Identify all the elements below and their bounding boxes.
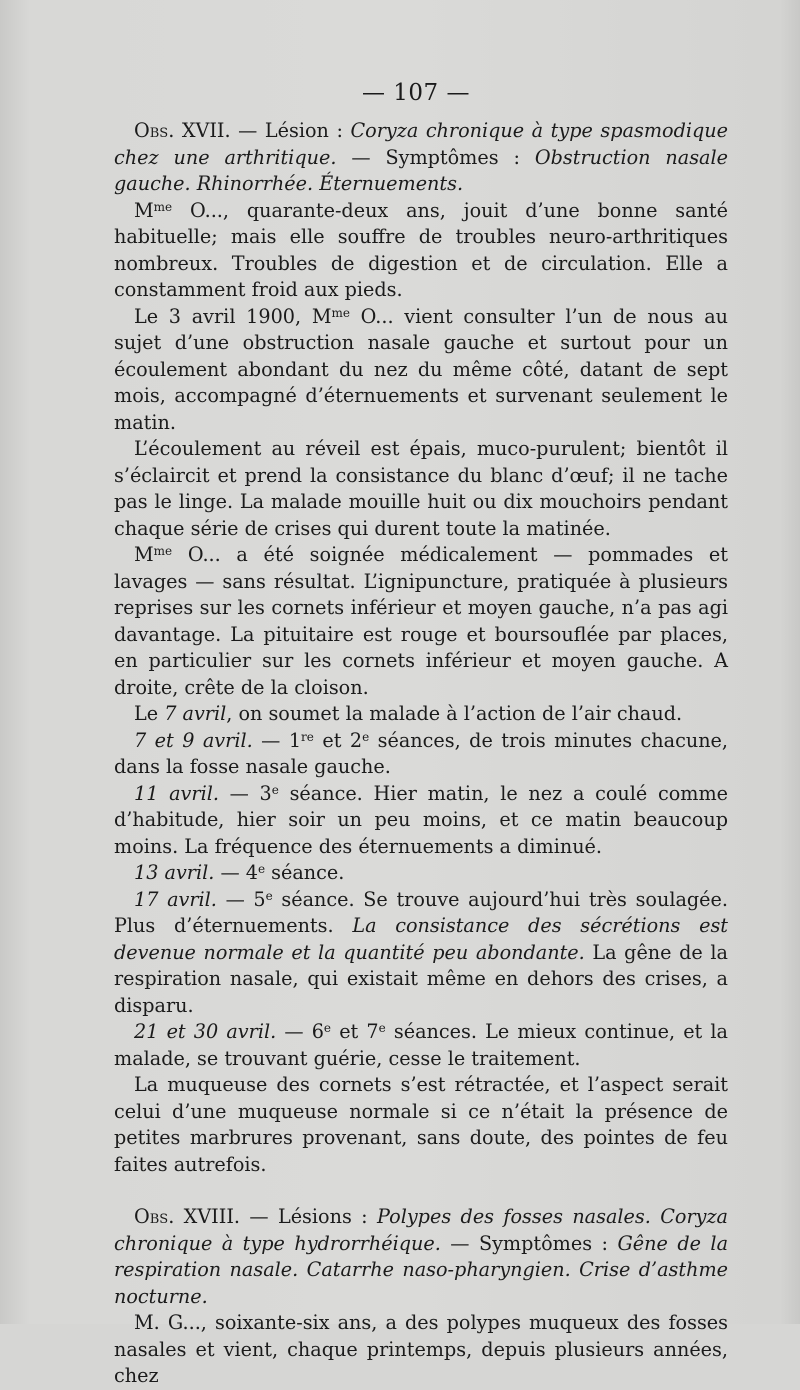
paragraph: Le 7 avril, on soumet la malade à l’action de l’air chaud. [134,702,683,725]
obs-18-label: Obs. XVIII. [134,1205,241,1228]
paragraph: 7 et 9 avril. — 1re et 2e séances, de trois minutes chacune, dans la fosse nasale gauche. [114,728,729,778]
body-text [114,118,728,1390]
paragraph: L’écoulement au réveil est épais, muco-purulent; bientôt il s’éclaircit et prend la consistance du blanc d’œuf; il ne tache pas le linge. La malade mouille huit ou dix mouchoirs pendant chaque série de crises qui durent toute la matinée. [114,437,728,540]
obs-18-lesion: Polypes des fosses nasales. Coryza chronique à type hydrorrhéique. [114,1205,729,1255]
paragraph: Le 3 avril 1900, $M^{me}$ O... vient consulter l’un de nous au sujet d’une obstruction nasale gauche et surtout pour un écoulement abondant du nez du même côté, datant de sept mois, accompagné d’éternuements et survenant seulement le matin. [114,304,728,434]
paragraph: $M^{me}$ O... a été soignée médicalement — pommades et lavages — sans résultat. L’ignipuncture, pratiquée à plusieurs reprises sur les cornets inférieur et moyen gauche, n’a pas agi davantage. La pituitaire est rouge et boursouflée par places, en particulier sur les cornets inférieur et moyen gauche. A droite, crête de la cloison. [114,543,728,699]
paragraph: La muqueuse des cornets s’est rétractée, et l’aspect serait celui d’une muqueuse normale si ce n’était la présence de petites marbrures provenant, sans doute, des pointes de feu faites autrefois. [114,1073,728,1176]
page-number: — 107 — [361,80,471,106]
paragraph: M. G..., soixante-six ans, a des polypes muqueux des fosses nasales et vient, chaque printemps, depuis plusieurs années, chez [114,1311,728,1387]
paragraph: 17 avril. — 5e séance. Se trouve aujourd’hui très soulagée. Plus d’éternuements. La consistance des sécrétions est devenue normale et la quantité peu abondante. La gêne de la respiration nasale, qui existait même en dehors des crises, a disparu. [114,887,728,1017]
paragraph: 13 avril. — 4e séance. [134,861,345,884]
obs-18-heading: Obs. XVIII. — Lésions : Polypes des fosses nasales. Coryza chronique à type hydrorrhéique. — Symptômes : Gêne de la respiration nasale. Catarrhe naso-pharyngien. Crise d’asthme nocturne. [114,1205,729,1308]
paragraph: 11 avril. — 3e séance. Hier matin, le nez a coulé comme d’habitude, hier soir un peu moins, et ce matin beaucoup moins. La fréquence des éternuements a diminué. [114,781,728,858]
obs-17-lesion: Coryza chronique à type spasmodique chez une arthritique. [114,119,728,169]
paragraph: 21 et 30 avril. — 6e et 7e séances. Le mieux continue, et la malade, se trouvant guérie, cesse le traitement. [114,1020,728,1070]
obs-18-symptoms: Gêne de la respiration nasale. Catarrhe naso-pharyngien. Crise d’asthme nocturne. [114,1231,729,1308]
obs-17-heading: Obs. XVII. — Lésion : Coryza chronique à type spasmodique chez une arthritique. — Symptômes : Obstruction nasale gauche. Rhinorrhée. Éternuements. [114,119,728,195]
obs-17-symptoms: Obstruction nasale gauche. Rhinorrhée. Éternuements. [114,145,728,195]
obs-17-label: Obs. XVII. [134,119,231,142]
paragraph: $M^{me}$ O..., quarante-deux ans, jouit d’une bonne santé habituelle; mais elle souffre de troubles neuro-arthritiques nombreux. Troubles de digestion et de circulation. Elle a constamment froid aux pieds. [114,198,728,301]
